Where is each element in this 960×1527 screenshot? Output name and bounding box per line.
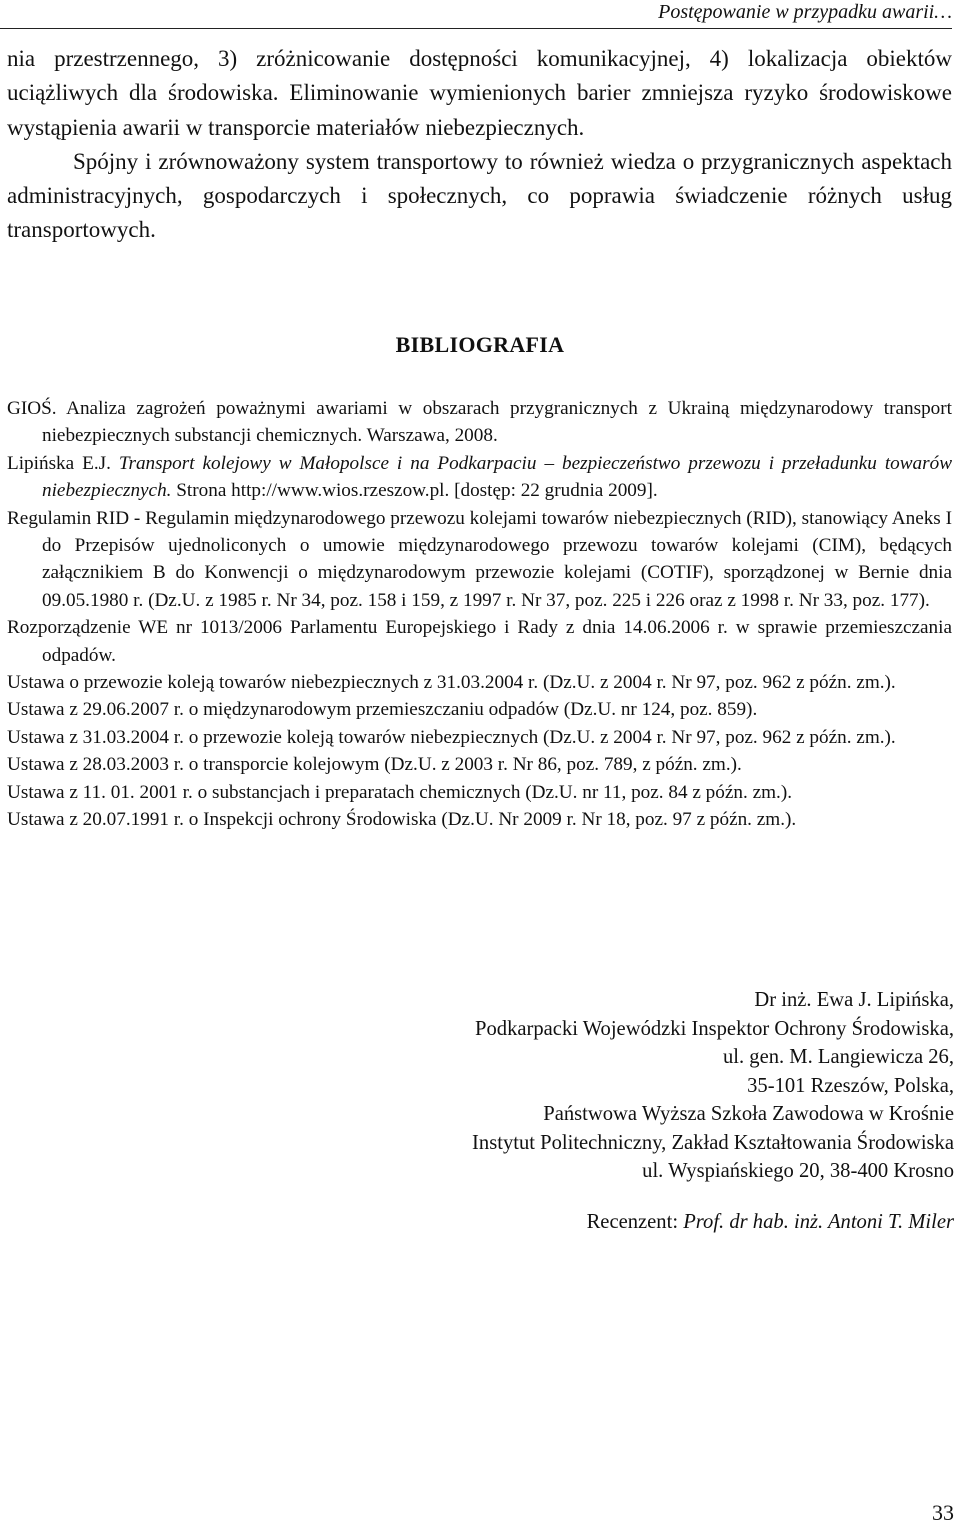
body-text bbox=[7, 42, 952, 248]
bibliography-entry: Rozporządzenie WE nr 1013/2006 Parlamentu Europejskiego i Rady z dnia 14.06.2006 r. w sprawie przemieszczania odpadów. bbox=[7, 617, 952, 666]
reviewer-label: Recenzent: bbox=[586, 1211, 679, 1233]
bibliography-entry: Regulamin RID - Regulamin międzynarodowego przewozu kolejami towarów niebezpiecznych (RID), stanowiący Aneks I do Przepisów ujednoliconych o umowie międzynarodowego przewozu towarów kolejami (CIM), będących załącznikiem B do Konwencji o międzynarodowym przewozie kolejami (COTIF), sporządzonej w Bernie dnia 09.05.1980 r. (Dz.U. z 1985 r. Nr 34, poz. 158 i 159, z 1997 r. Nr 37, poz. 225 i 226 oraz z 1998 r. Nr 33, poz. 177). bbox=[7, 507, 952, 611]
author-city: 35-101 Rzeszów, Polska, bbox=[747, 1074, 954, 1097]
author-institution: Państwowa Wyższa Szkoła Zawodowa w Krośnie bbox=[543, 1103, 954, 1125]
bibliography-entry: GIOŚ. Analiza zagrożeń poważnymi awariami w obszarach przygranicznych z Ukrainą międzynarodowy transport niebezpiecznych substancji chemicznych. Warszawa, 2008. bbox=[7, 398, 952, 447]
bibliography-entry: Ustawa z 11. 01. 2001 r. o substancjach i preparatach chemicznych (Dz.U. nr 11, poz. 84 z późn. zm.). bbox=[7, 781, 792, 803]
body-paragraph: nia przestrzennego, 3) zróżnicowanie dostępności komunikacyjnej, 4) lokalizacja obiektów uciążliwych dla środowiska. Eliminowanie wymienionych barier zmniejsza ryzyko środowiskowe wystąpienia awarii w transporcie materiałów niebezpiecznych. bbox=[7, 46, 952, 140]
author-department: Instytut Politechniczny, Zakład Kształtowania Środowiska bbox=[472, 1131, 954, 1154]
page-number: 33 bbox=[932, 1500, 954, 1525]
reviewer-name: Prof. dr hab. inż. Antoni T. Miler bbox=[683, 1211, 954, 1233]
bibliography-entry: Ustawa z 28.03.2003 r. o transporcie kolejowym (Dz.U. z 2003 r. Nr 86, poz. 789, z późn. zm.). bbox=[7, 754, 742, 776]
bibliography-heading: BIBLIOGRAFIA bbox=[395, 332, 565, 357]
entry-title: Transport kolejowy w Małopolsce i na Podkarpaciu – bezpieczeństwo przewozu i przeładunku towarów niebezpiecznych. bbox=[42, 452, 952, 502]
bibliography-entry bbox=[7, 450, 952, 505]
bibliography-entry: Ustawa z 31.03.2004 r. o przewozie koleją towarów niebezpiecznych (Dz.U. z 2004 r. Nr 97, poz. 962 z późn. zm.). bbox=[7, 726, 896, 748]
author-street: ul. gen. M. Langiewicza 26, bbox=[722, 1046, 954, 1068]
running-header bbox=[0, 0, 952, 29]
bibliography-entry: Ustawa z 20.07.1991 r. o Inspekcji ochrony Środowiska (Dz.U. Nr 2009 r. Nr 18, poz. 97 z późn. zm.). bbox=[7, 809, 797, 831]
bibliography-entry: Ustawa z 29.06.2007 r. o międzynarodowym przemieszczaniu odpadów (Dz.U. nr 124, poz. 859). bbox=[7, 699, 758, 721]
author-position: Podkarpacki Wojewódzki Inspektor Ochrony Środowiska, bbox=[475, 1017, 954, 1040]
entry-author: Lipińska E.J. bbox=[7, 452, 111, 474]
bibliography-entry: Ustawa o przewozie koleją towarów niebezpiecznych z 31.03.2004 r. (Dz.U. z 2004 r. Nr 97, poz. 962 z późn. zm.). bbox=[7, 672, 896, 694]
running-title: Postępowanie w przypadku awarii… bbox=[658, 1, 952, 23]
bibliography-list bbox=[7, 395, 952, 834]
reviewer-line bbox=[587, 1211, 954, 1234]
author-affiliation bbox=[254, 986, 954, 1186]
entry-source: Strona http://www.wios.rzeszow.pl. [dostęp: 22 grudnia 2009]. bbox=[176, 480, 658, 502]
author-name: Dr inż. Ewa J. Lipińska, bbox=[754, 989, 954, 1011]
body-paragraph: Spójny i zrównoważony system transportowy to również wiedza o przygranicznych aspektach administracyjnych, gospodarczych i społecznych, co poprawia świadczenie różnych usług transportowych. bbox=[7, 148, 952, 243]
author-institution-address: ul. Wyspiańskiego 20, 38-400 Krosno bbox=[642, 1160, 954, 1182]
